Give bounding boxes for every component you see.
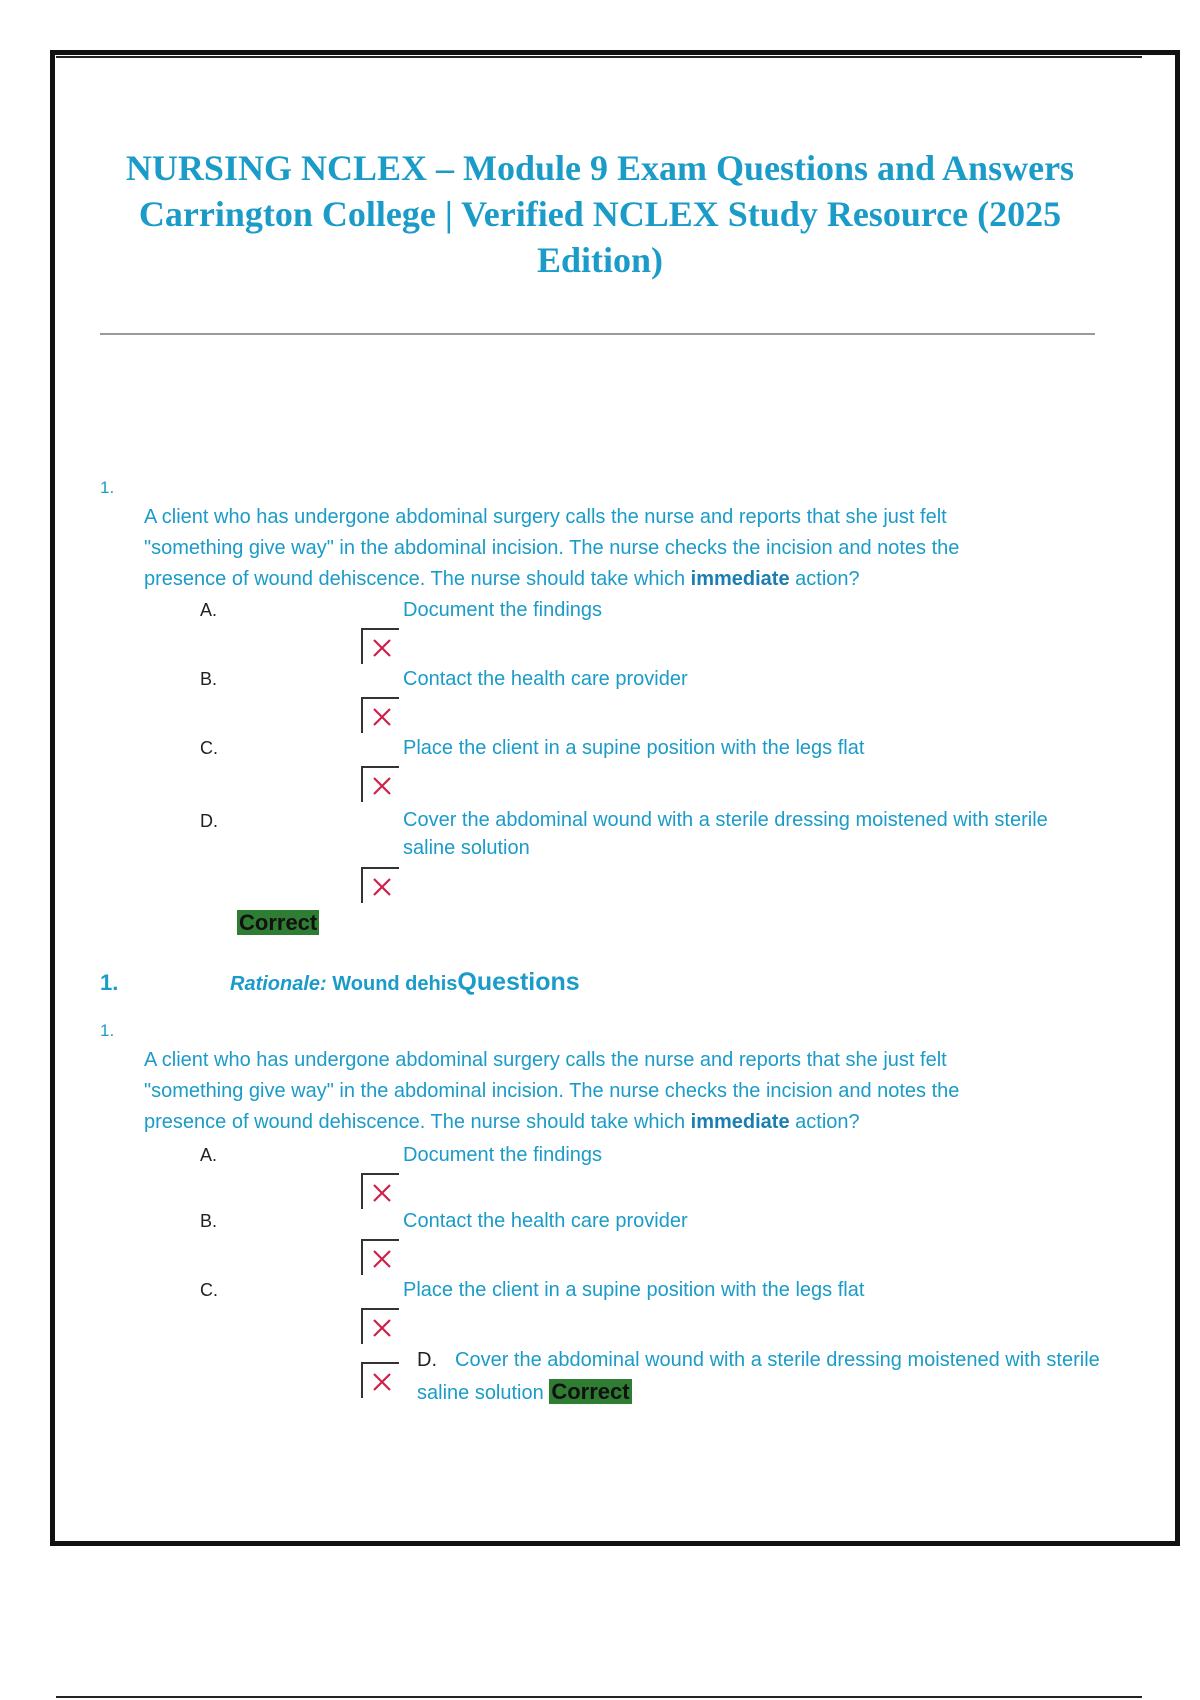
top-rule — [56, 56, 1142, 58]
option-letter-c: C. — [200, 738, 218, 758]
question-number: 1. — [100, 1021, 115, 1040]
option-letter-c: C. — [200, 1280, 218, 1300]
option-c-text[interactable]: Place the client in a supine position with the legs flat — [403, 1279, 865, 1301]
question-stem: A client who has undergone abdominal surgery calls the nurse and reports that she just felt "something give way" in the abdominal incision. The nurse checks the incision and notes the presence of wound dehiscence. The nurse should take which immediate action? — [144, 506, 960, 590]
option-d-text[interactable]: Cover the abdominal wound with a sterile dressing moistened with sterile saline solution — [403, 809, 1048, 859]
option-letter-b: B. — [200, 1211, 218, 1231]
broken-image-icon — [361, 867, 399, 903]
question-stem: A client who has undergone abdominal surgery calls the nurse and reports that she just felt "something give way" in the abdominal incision. The nurse checks the incision and notes the presence of wound dehiscence. The nurse should take which immediate action? — [144, 1049, 960, 1133]
broken-image-icon — [361, 628, 399, 664]
correct-badge: Correct — [239, 910, 318, 935]
rationale-line: 1. Rationale: Wound dehisQuestions — [100, 968, 580, 996]
option-c-text[interactable]: Place the client in a supine position with the legs flat — [403, 737, 865, 759]
broken-image-icon — [361, 1308, 399, 1344]
option-b-text[interactable]: Contact the health care provider — [403, 668, 688, 690]
broken-image-icon — [361, 1362, 399, 1398]
bottom-rule — [56, 1696, 1142, 1698]
option-letter-b: B. — [200, 669, 218, 689]
broken-image-icon — [361, 697, 399, 733]
option-letter-a: A. — [200, 1145, 218, 1165]
broken-image-icon — [361, 1239, 399, 1275]
option-b-text[interactable]: Contact the health care provider — [403, 1210, 688, 1232]
option-letter-a: A. — [200, 600, 218, 620]
option-letter-d: D. — [200, 811, 218, 831]
document-title: NURSING NCLEX – Module 9 Exam Questions and Answers Carrington College | Verified NCLEX Study Resource (2025 Edition) — [125, 148, 1075, 280]
correct-badge: Correct — [551, 1379, 630, 1404]
title-divider — [100, 333, 1095, 335]
broken-image-icon — [361, 766, 399, 802]
question-number: 1. — [100, 478, 115, 497]
option-d-text[interactable]: D. Cover the abdominal wound with a sterile dressing moistened with sterile saline solution Correct — [417, 1349, 1100, 1404]
option-a-text[interactable]: Document the findings — [403, 1144, 603, 1166]
broken-image-icon — [361, 1173, 399, 1209]
option-a-text[interactable]: Document the findings — [403, 599, 603, 621]
